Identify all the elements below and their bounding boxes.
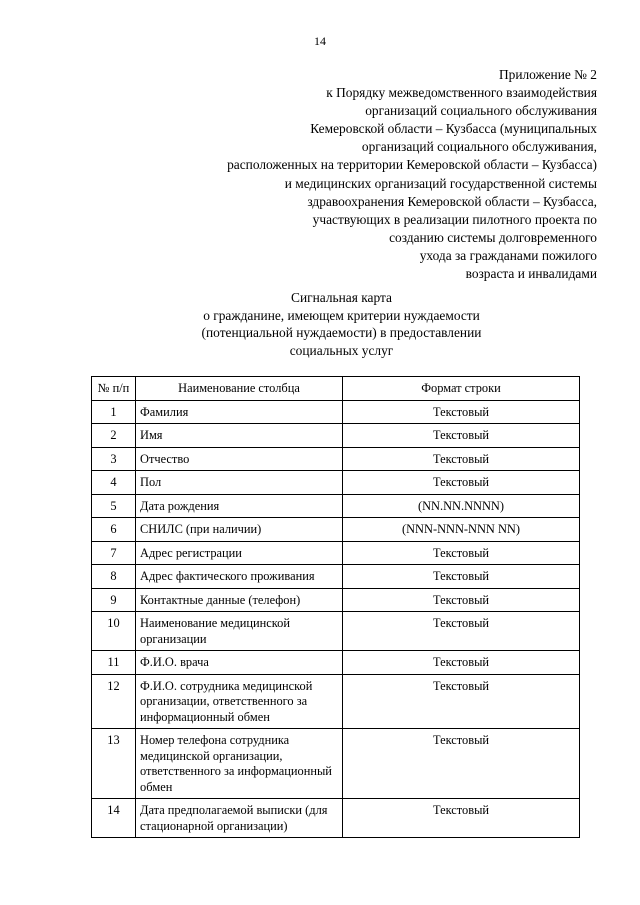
row-format: Текстовый [343, 674, 580, 729]
table-row [92, 588, 580, 612]
table-row [92, 447, 580, 471]
appendix-heading [227, 66, 597, 283]
row-format: Текстовый [343, 651, 580, 675]
row-name: Дата предполагаемой выписки (для стационарной организации) [136, 799, 343, 838]
row-num: 2 [92, 424, 136, 448]
row-num: 12 [92, 674, 136, 729]
row-num: 10 [92, 612, 136, 651]
appendix-line: Кемеровской области – Кузбасса (муниципальных [310, 121, 597, 137]
row-format: Текстовый [343, 588, 580, 612]
row-num: 3 [92, 447, 136, 471]
table-row [92, 471, 580, 495]
appendix-line: организаций социального обслуживания [365, 103, 597, 119]
row-format: Текстовый [343, 565, 580, 589]
page-number: 14 [314, 34, 326, 48]
row-format: Текстовый [343, 799, 580, 838]
row-num: 7 [92, 541, 136, 565]
row-name: Пол [136, 471, 343, 495]
table-row [92, 612, 580, 651]
appendix-line: к Порядку межведомственного взаимодействия [326, 85, 597, 101]
row-num: 1 [92, 400, 136, 424]
table-row [92, 565, 580, 589]
appendix-line: и медицинских организаций государственной системы [284, 175, 597, 191]
row-name: Ф.И.О. сотрудника медицинской организации, ответственного за информационный обмен [136, 674, 343, 729]
appendix-line: расположенных на территории Кемеровской области – Кузбасса) [227, 157, 597, 173]
title-line: (потенциальной нуждаемости) в предоставлении [201, 325, 482, 340]
row-name: Имя [136, 424, 343, 448]
appendix-line: возраста и инвалидами [465, 266, 597, 282]
row-format: (NN.NN.NNNN) [343, 494, 580, 518]
row-format: (NNN-NNN-NNN NN) [343, 518, 580, 542]
table-row [92, 799, 580, 838]
row-num: 6 [92, 518, 136, 542]
appendix-line: участвующих в реализации пилотного проекта по [312, 211, 597, 227]
table-row [92, 729, 580, 799]
row-name: Наименование медицинской организации [136, 612, 343, 651]
row-name: Ф.И.О. врача [136, 651, 343, 675]
row-format: Текстовый [343, 400, 580, 424]
row-name: Дата рождения [136, 494, 343, 518]
table-header-row [92, 377, 580, 401]
table-row [92, 518, 580, 542]
table-row [92, 494, 580, 518]
title-line: социальных услуг [289, 342, 394, 358]
row-name: Адрес фактического проживания [136, 565, 343, 589]
table-row [92, 651, 580, 675]
title-line: Сигнальная карта [291, 290, 392, 305]
row-num: 14 [92, 799, 136, 838]
row-name: Отчество [136, 447, 343, 471]
row-num: 4 [92, 471, 136, 495]
row-name: Адрес регистрации [136, 541, 343, 565]
row-num: 8 [92, 565, 136, 589]
appendix-line: организаций социального обслуживания, [361, 139, 597, 155]
document-title [0, 289, 640, 359]
row-format: Текстовый [343, 471, 580, 495]
row-name: СНИЛС (при наличии) [136, 518, 343, 542]
row-num: 5 [92, 494, 136, 518]
table-row [92, 541, 580, 565]
row-num: 11 [92, 651, 136, 675]
row-format: Текстовый [343, 612, 580, 651]
row-name: Номер телефона сотрудника медицинской организации, ответственного за информационный обмен [136, 729, 343, 799]
header-row-format: Формат строки [343, 377, 580, 401]
row-name: Контактные данные (телефон) [136, 588, 343, 612]
table-row [92, 424, 580, 448]
row-num: 13 [92, 729, 136, 799]
row-format: Текстовый [343, 424, 580, 448]
row-format: Текстовый [343, 541, 580, 565]
title-line: о гражданине, имеющем критерии нуждаемости [203, 307, 480, 323]
appendix-line: созданию системы долговременного [389, 229, 597, 245]
appendix-line: Приложение № 2 [498, 67, 597, 82]
table-row [92, 674, 580, 729]
appendix-line: ухода за гражданами пожилого [419, 247, 597, 263]
appendix-line: здравоохранения Кемеровской области – Кузбасса, [307, 193, 597, 209]
row-format: Текстовый [343, 447, 580, 471]
row-format: Текстовый [343, 729, 580, 799]
header-column-name: Наименование столбца [136, 377, 343, 401]
row-name: Фамилия [136, 400, 343, 424]
header-num: № п/п [92, 377, 136, 401]
row-num: 9 [92, 588, 136, 612]
table-row [92, 400, 580, 424]
signal-card-table [91, 376, 580, 838]
